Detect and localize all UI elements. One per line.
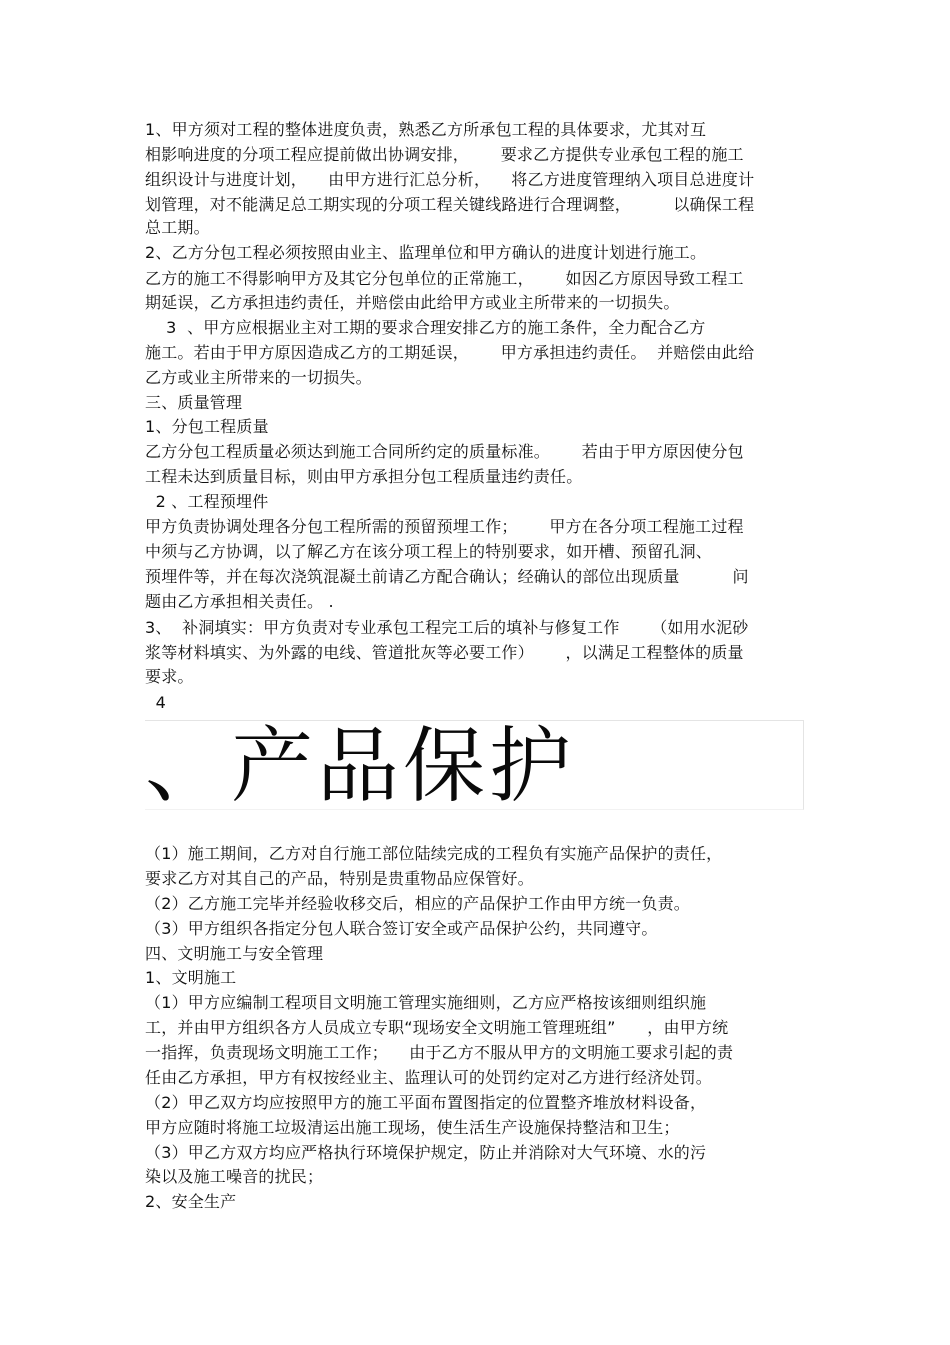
text-line: 总工期。 [145,218,210,237]
text-line: 乙方的施工不得影响甲方及其它分包单位的正常施工， 如因乙方原因导致工程工 [145,269,744,288]
text-line: 施工。若由于甲方原因造成乙方的工期延误， 甲方承担违约责任。 并赔偿由此给 [145,343,755,362]
text-line: 染以及施工噪音的扰民； [145,1167,324,1186]
product-protection-banner [145,720,804,810]
subheading: 2 、工程预埋件 [145,492,269,511]
section-heading: 四、文明施工与安全管理 [145,944,324,963]
text-line: （1）甲方应编制工程项目文明施工管理实施细则，乙方应严格按该细则组织施 [145,993,707,1012]
text-line: 工程未达到质量目标，则由甲方承担分包工程质量违约责任。 [145,467,583,486]
subheading: 2、安全生产 [145,1192,237,1211]
text-line: 3、 补洞填实：甲方负责对专业承包工程完工后的填补与修复工作 （如用水泥砂 [145,618,749,637]
text-line: （1）施工期间，乙方对自行施工部位陆续完成的工程负有实施产品保护的责任， [145,844,723,863]
text-line: 组织设计与进度计划， 由甲方进行汇总分析， 将乙方进度管理纳入项目总进度计 [145,170,755,189]
text-line: 3 、甲方应根据业主对工期的要求合理安排乙方的施工条件，全力配合乙方 [145,318,706,337]
text-line: 乙方分包工程质量必须达到施工合同所约定的质量标准。 若由于甲方原因使分包 [145,442,744,461]
text-line: （2）甲乙双方均应按照甲方的施工平面布置图指定的位置整齐堆放材料设备， [145,1093,707,1112]
text-line: 相影响进度的分项工程应提前做出协调安排， 要求乙方提供专业承包工程的施工 [145,145,744,164]
text-line: （2）乙方施工完毕并经验收移交后，相应的产品保护工作由甲方统一负责。 [145,894,690,913]
subheading: 1、文明施工 [145,968,237,987]
banner-heading: 、产品保护 [145,720,576,810]
subheading-number: 4 [145,693,166,712]
text-line: 一指挥，负责现场文明施工工作； 由于乙方不服从甲方的文明施工要求引起的责 [145,1043,734,1062]
text-line: 任由乙方承担，甲方有权按经业主、监理认可的处罚约定对乙方进行经济处罚。 [145,1068,713,1087]
text-line: 要求乙方对其自己的产品，特别是贵重物品应保管好。 [145,869,534,888]
text-line: 甲方负责协调处理各分包工程所需的预留预埋工作； 甲方在各分项工程施工过程 [145,517,744,536]
text-line: 要求。 [145,667,194,686]
text-line: 浆等材料填实、为外露的电线、管道批灰等必要工作） ，以满足工程整体的质量 [145,643,744,662]
section-heading: 三、质量管理 [145,393,243,412]
text-line: （3）甲乙方双方均应严格执行环境保护规定，防止并消除对大气环境、水的污 [145,1143,707,1162]
text-line: 甲方应随时将施工垃圾清运出施工现场，使生活生产设施保持整洁和卫生； [145,1118,680,1137]
subheading: 1、分包工程质量 [145,417,269,436]
text-line: 预埋件等，并在每次浇筑混凝土前请乙方配合确认；经确认的部位出现质量 问 [145,567,749,586]
text-line: （3）甲方组织各指定分包人联合签订安全或产品保护公约，共同遵守。 [145,919,658,938]
text-line: 划管理，对不能满足总工期实现的分项工程关键线路进行合理调整， 以确保工程 [145,195,755,214]
text-line: 中须与乙方协调，以了解乙方在该分项工程上的特别要求，如开槽、预留孔洞、 [145,542,713,561]
text-line: 2、乙方分包工程必须按照由业主、监理单位和甲方确认的进度计划进行施工。 [145,243,707,262]
text-line: 1、甲方须对工程的整体进度负责，熟悉乙方所承包工程的具体要求，尤其对互 [145,120,707,139]
text-line: 工，并由甲方组织各方人员成立专职“现场安全文明施工管理班组” ，由甲方统 [145,1018,729,1037]
text-line: 题由乙方承担相关责任。 . [145,592,334,611]
text-line: 期延误，乙方承担违约责任，并赔偿由此给甲方或业主所带来的一切损失。 [145,293,680,312]
text-line: 乙方或业主所带来的一切损失。 [145,368,372,387]
